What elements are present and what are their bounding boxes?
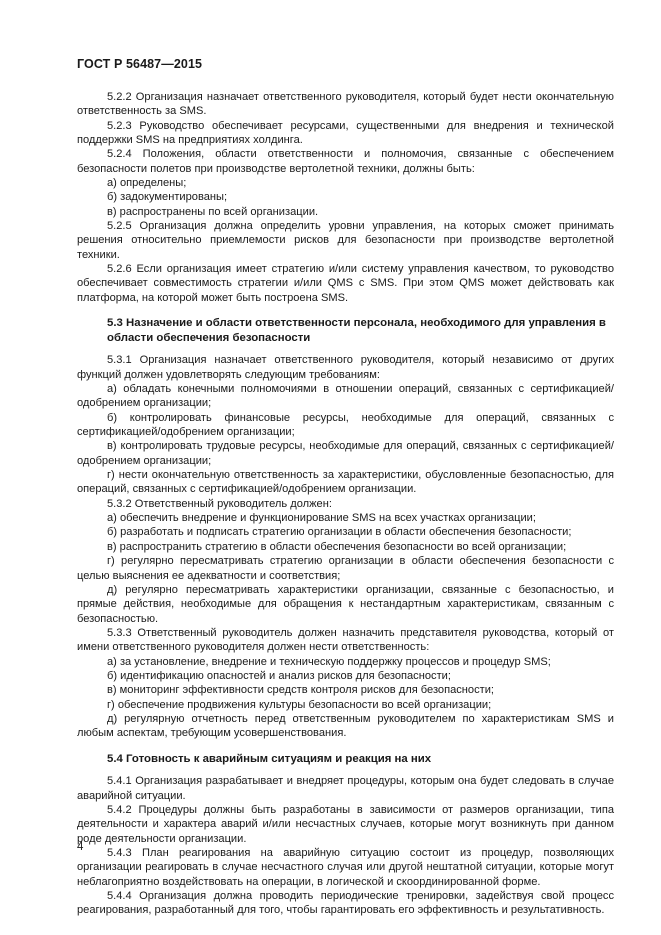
paragraph: 5.2.3 Руководство обеспечивает ресурсами, существенными для внедрения и технической поддержки SMS на предприятиях холдинга. — [77, 119, 614, 147]
paragraph: 5.3.3 Ответственный руководитель должен назначить представителя руководства, который от имени ответственного руководителя должен нести ответственность: — [77, 626, 614, 654]
paragraph: 5.3.1 Организация назначает ответственного руководителя, который независимо от других функций должен удовлетворять следующим требованиям: — [77, 354, 614, 381]
paragraph: б) задокументированы; — [107, 191, 228, 204]
paragraph: 5.3.2 Ответственный руководитель должен: — [107, 497, 332, 510]
paragraph: д) регулярно пересматривать характеристики организации, связанные с безопасностью, и прямые действия, необходимые для обращения к нестандартным характеристикам, связанным с безопасностью. — [77, 583, 614, 625]
paragraph: а) за установление, внедрение и техническую поддержку процессов и процедур SMS; — [107, 655, 551, 668]
paragraph: в) распространить стратегию в области обеспечения безопасности во всей организации; — [107, 540, 567, 553]
paragraph: 5.4.2 Процедуры должны быть разработаны в зависимости от размеров организации, типа деятельности и характера аварий и/или несчастных случаев, которые могут возникнуть при данном роде деятельности организации. — [77, 803, 614, 845]
document-body — [77, 90, 614, 918]
section-heading: 5.3 Назначение и области ответственности персонала, необходимого для управления в области обеспечения безопасности — [107, 317, 606, 344]
paragraph: б) идентификацию опасностей и анализ рисков для безопасности; — [107, 669, 451, 682]
paragraph: б) контролировать финансовые ресурсы, необходимые для операций, связанных с сертификацией/одобрением организации; — [77, 411, 614, 439]
document-code-header: ГОСТ Р 56487—2015 — [77, 57, 203, 71]
paragraph: 5.2.4 Положения, области ответственности и полномочия, связанные с обеспечением безопасности полетов при производстве вертолетной техники, должны быть: — [77, 148, 614, 175]
paragraph: в) распространены по всей организации. — [107, 205, 319, 218]
paragraph: б) разработать и подписать стратегию организации в области обеспечения безопасности; — [107, 526, 572, 539]
paragraph: а) обладать конечными полномочиями в отношении операций, связанных с сертификацией/одобрением организации; — [77, 383, 614, 410]
paragraph: а) обеспечить внедрение и функционирование SMS на всех участках организации; — [107, 512, 536, 525]
paragraph: в) контролировать трудовые ресурсы, необходимые для операций, связанных с сертификацией/одобрением организации; — [77, 440, 614, 467]
paragraph: 5.4.3 План реагирования на аварийную ситуацию состоит из процедур, позволяющих организации реагировать в случае несчастного случая или другой нештатной ситуации, которые могут неблагоприятно воздействовать на операции, в логической и скоординированной форме. — [77, 846, 614, 888]
paragraph: 5.2.2 Организация назначает ответственного руководителя, который будет нести окончательную ответственность за SMS. — [77, 91, 614, 118]
paragraph: г) нести окончательную ответственность за характеристики, обусловленные безопасностью, для операций, связанных с сертификацией/одобрением организации. — [77, 469, 614, 496]
page-number: 4 — [77, 841, 84, 853]
paragraph: 5.4.4 Организация должна проводить периодические тренировки, задействуя свой процесс реагирования, разработанный для того, чтобы гарантировать его эффективность и результативность. — [77, 889, 614, 917]
paragraph: г) регулярно пересматривать стратегию организации в области обеспечения безопасности с целью выяснения ее адекватности и соответствия; — [77, 555, 614, 582]
paragraph: 5.4.1 Организация разрабатывает и внедряет процедуры, которым она будет следовать в случае аварийной ситуации. — [77, 775, 614, 802]
paragraph: а) определены; — [107, 177, 187, 190]
paragraph: в) мониторинг эффективности средств контроля рисков для безопасности; — [107, 684, 494, 697]
paragraph: г) обеспечение продвижения культуры безопасности во всей организации; — [107, 698, 492, 711]
paragraph: д) регулярную отчетность перед ответственным руководителем по характеристикам SMS и любым аспектам, требующим усовершенствования. — [77, 712, 614, 740]
paragraph: 5.2.6 Если организация имеет стратегию и/или систему управления качеством, то руководство обеспечивает совместимость стратегии и/или QMS с SMS. При этом QMS может действовать как платформа, на которой может быть построена SMS. — [77, 263, 614, 304]
paragraph: 5.2.5 Организация должна определить уровни управления, на которых сможет принимать решения относительно приемлемости рисков для безопасности при производстве вертолетной техники. — [77, 220, 614, 261]
section-heading: 5.4 Готовность к аварийным ситуациям и реакция на них — [107, 752, 432, 765]
